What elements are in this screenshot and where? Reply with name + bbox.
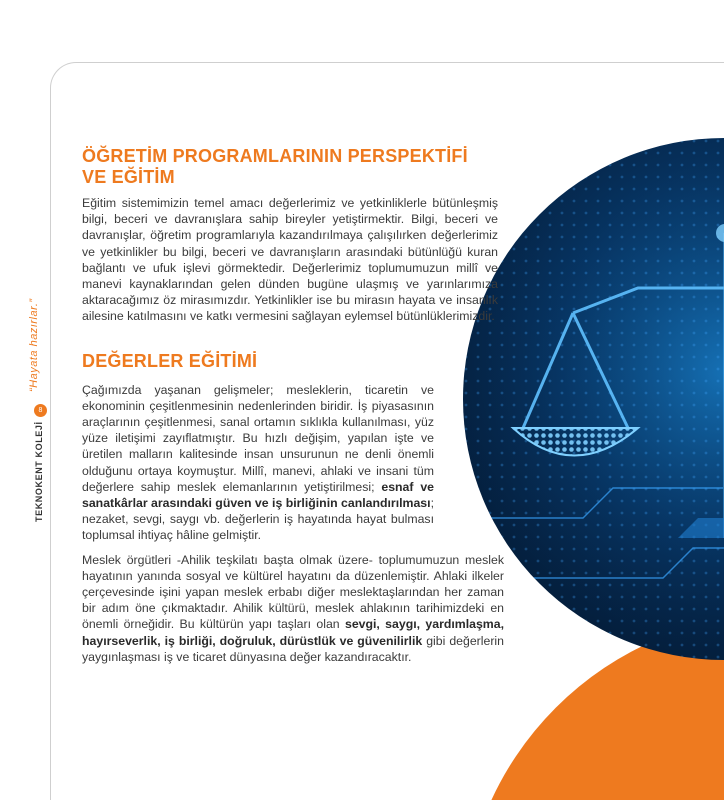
section-body-programs: Eğitim sistemimizin temel amacı değerlerimiz ve yetkinliklerle bütünleşmiş bilgi, beceri ve davranışlara sahip bireyler yetiştirmektir. Bilgi, beceri ve davranışlar, öğretim programlarıyla kazandırılmaya çalışılırken değerlerimiz ve yetkinlikler bu bilgi, beceri ve davranışların arasındaki bütünlüğü kuran bağlantı ve ufuk işlevi görmektedir. Değerlerimiz toplumumuzun millî ve manevi kaynaklarından gelen dünden bugüne ulaşmış ve yarınlarımıza aktaracağımız öz mirasımızdır. Yetkinlikler ise bu mirasın hayata ve insanlık ailesine katılmasını ve katkı vermesini sağlayan eylemsel bütünlüklerimizdir.	[82, 196, 498, 324]
section-body-values-1	[82, 382, 434, 544]
main-text	[82, 146, 504, 665]
section-title-programs: ÖĞRETİM PROGRAMLARININ PERSPEKTİFİ VE EĞİTİM	[82, 146, 468, 187]
bold-text: esnaf ve sanatkârlar arasındaki güven ve iş birliğinin canlandırılması	[82, 479, 434, 511]
page-number-badge: 8	[34, 404, 47, 417]
bold-text: sevgi, saygı, yardımlaşma, hayırseverlik, iş birliği, doğruluk, dürüstlük ve güvenilirlik	[82, 617, 504, 648]
body-text: ; nezaket, sevgi, saygı vb. değerlerin iş hayatında hayat bulması toplumsal ihtiyaç hâline gelmiştir.	[82, 496, 434, 543]
slogan-vertical: “Hayata hazırlar.”	[28, 298, 40, 392]
section-title-values: DEĞERLER EĞİTİMİ	[82, 350, 258, 371]
body-text: Çağımızda yaşanan gelişmeler; mesleklerin, ticaretin ve ekonominin çeşitlenmesinin nedenlerinden biridir. İş piyasasının araçlarının çeşitlenmesi, sanal ortamın sıklıkla kullanılması, yüz yüze iletişimi zayıflatmıştır. Bu hızlı değişim, yapılan işte ve üretilen malların kalitesinde insan unsurunun ne denli önemli olduğunu ortaya koymuştur. Millî, manevi, ahlaki ve insani tüm değerlere sahip meslek elemanlarının yetiştirilmesi;	[82, 382, 434, 494]
section-body-values-2	[82, 552, 504, 665]
brand-vertical: TEKNOKENT KOLEJİ	[34, 421, 44, 522]
body-text: gibi değerlerin yaygınlaşması iş ve ticaret dünyasına değer kazandıracaktır.	[82, 633, 505, 664]
body-text: Meslek örgütleri -Ahilik teşkilatı başta olmak üzere- toplumumuzun meslek hayatının yanında sosyal ve kültürel hayatını da düzenlemiştir. Ahlaki ilkeler çerçevesinde işini yapan meslek erbabı diğer meslektaşlarından her zaman bir adım öne çıkmaktadır. Ahilik kültürü, meslek ahlakının tarihimizdeki en önemli örneğidir. Bu kültürün yapı taşları olan	[82, 552, 504, 632]
